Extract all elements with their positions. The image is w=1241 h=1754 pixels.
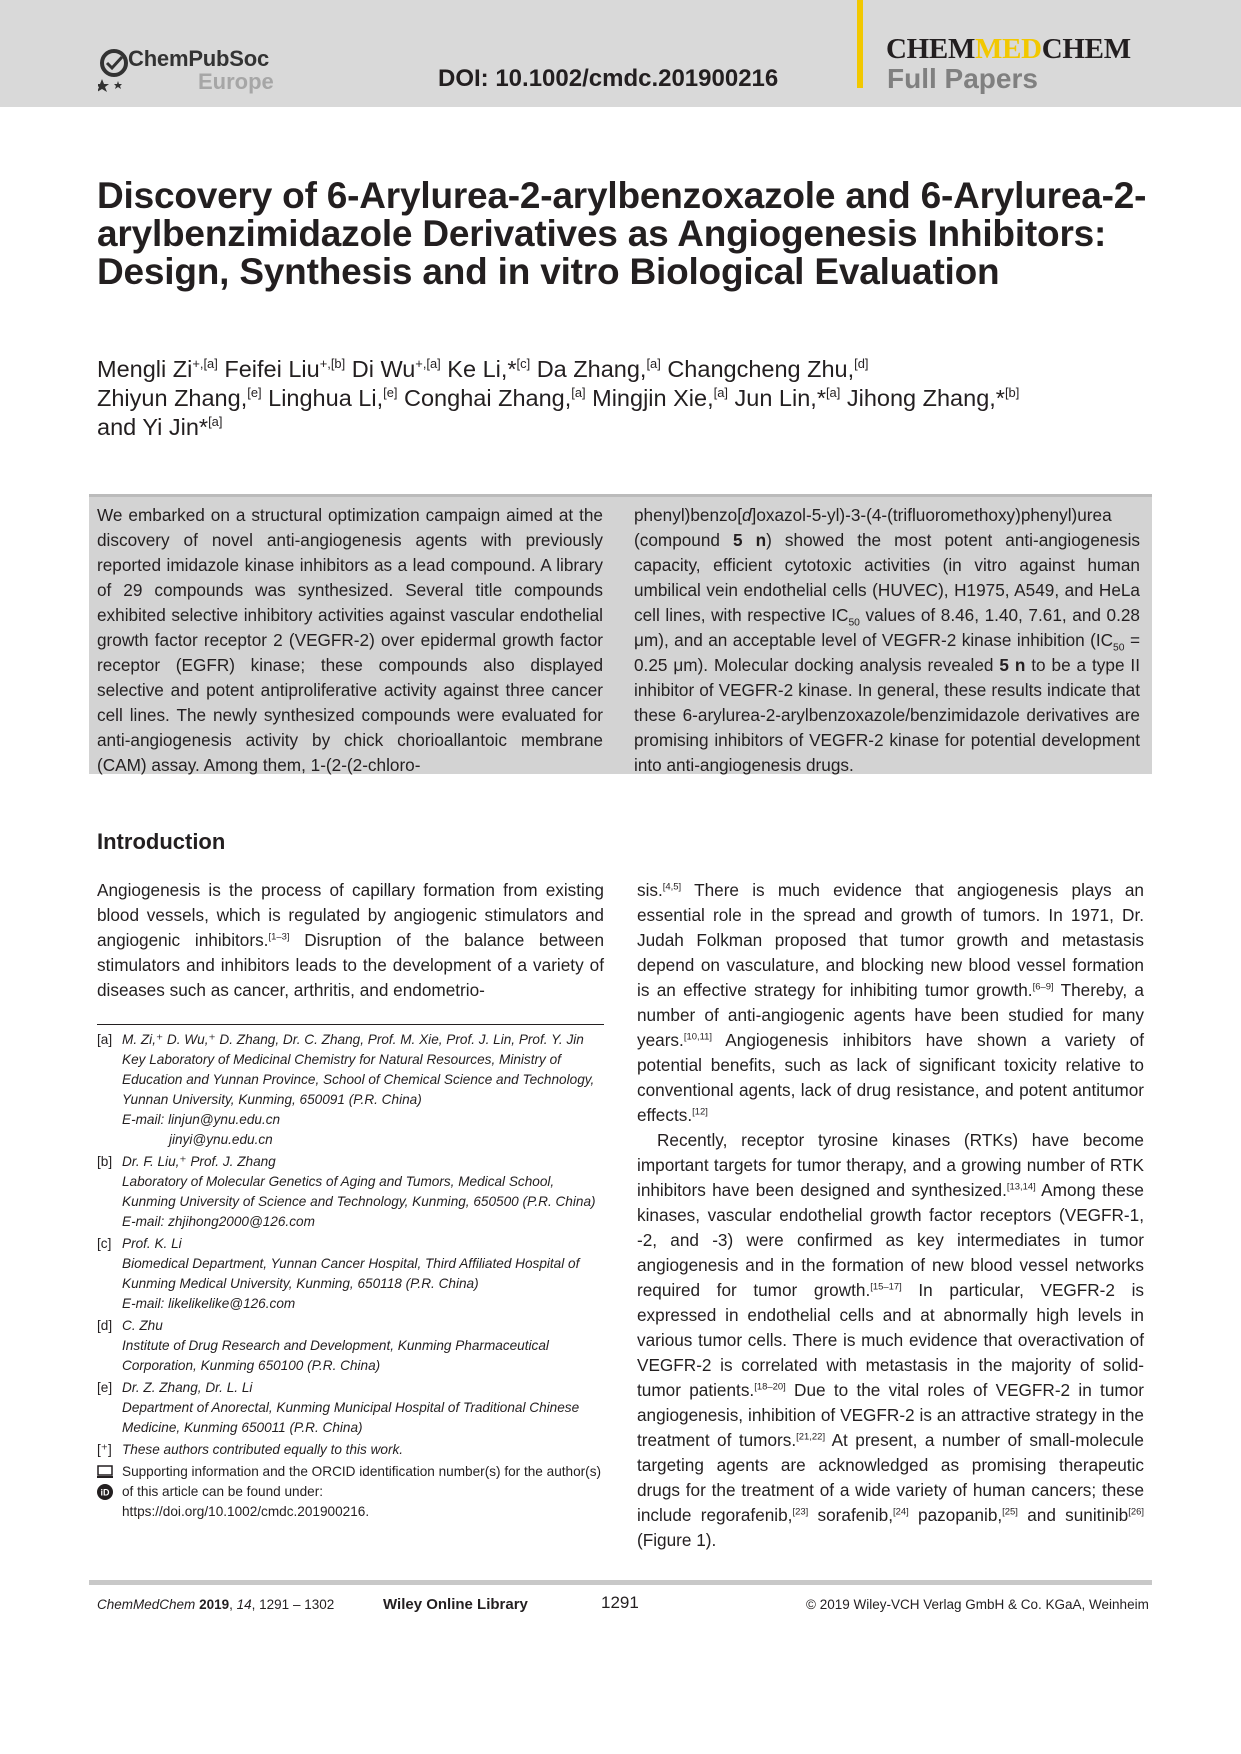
footer-copyright: © 2019 Wiley-VCH Verlag GmbH & Co. KGaA, Weinheim (806, 1597, 1149, 1612)
citation[interactable]: [24] (893, 1506, 909, 1518)
supporting-info-text: Supporting information and the ORCID identification number(s) for the author(s) of this article can be found under: (122, 1464, 602, 1499)
journal-name (886, 33, 1131, 66)
author: Da Zhang,[a] (536, 356, 661, 382)
affiliation-d: [d] C. Zhu Institute of Drug Research and Development, Kunming Pharmaceutical Corporation, Kunming 650100 (P.R. China) (97, 1318, 549, 1373)
author: Feifei Liu$^{+,[b]}$ (224, 356, 346, 382)
intro-paragraph: Recently, receptor tyrosine kinases (RTKs) have become important targets for tumor therapy, and a growing number of RTK inhibitors have been designed and synthesized.[13,14] Among these kinases, vascular endothelial growth factor receptors (VEGFR-1, -2, and -3) were confirmed as key intermediates in tumor angiogenesis and in the formation of new blood vessel networks required for tumor growth.[15–17] In particular, VEGFR-2 is expressed in endothelial cells and at abnormally high levels in various tumor cells. There is much evidence that overactivation of VEGFR-2 is correlated with metastasis in the majority of solid-tumor patients.[18–20] Due to the vital roles of VEGFR-2 in tumor angiogenesis, inhibition of VEGFR-2 is an attractive strategy in the treatment of tumors.[21,22] At present, a number of small-molecule targeting agents are acknowledged as promising therapeutic drugs for the treatment of a wide variety of human cancers; these include regorafenib,[23] sorafenib,[24] pazopanib,[25] and sunitinib[26] (Figure 1). (637, 1130, 1144, 1550)
citation[interactable]: [4,5] (662, 881, 682, 893)
orcid-icon (97, 1484, 113, 1500)
page-header (0, 0, 1241, 107)
author: Ke Li,*[c] (447, 356, 531, 382)
author-list (97, 355, 1157, 442)
citation[interactable]: [12] (692, 1106, 708, 1118)
affiliation-equal-contribution: [⁺] These authors contributed equally to this work. (97, 1442, 404, 1457)
citation[interactable]: [23] (792, 1506, 809, 1518)
author: Jun Lin,*[a] (734, 385, 841, 411)
article-section: Full Papers (887, 63, 1038, 94)
affiliation-c: [c] Prof. K. Li Biomedical Department, Yunnan Cancer Hospital, Third Affiliated Hospital of Kunming Medical University, Kunming, 650118 (P.R. China) E-mail: likelikelike@126.com (97, 1236, 580, 1311)
affiliations (97, 1030, 604, 1522)
logo-line2: Europe (198, 69, 274, 94)
intro-left-column (97, 878, 604, 1003)
citation[interactable]: [13,14] (1006, 1181, 1036, 1193)
citation[interactable]: [18–20] (754, 1381, 786, 1393)
doi: DOI: 10.1002/cmdc.201900216 (438, 65, 779, 92)
abstract-right-column: phenyl)benzo[d]oxazol-5-yl)-3-(4-(trifluoromethoxy)phenyl)urea (compound 5 n) showed the most potent anti-angiogenesis capacity, efficient cytotoxic activities (in vitro against human umbilical vein endothelial cells (HUVEC), H1975, A549, and HeLa cell lines, with respective $IC_{50}$ values of 8.46, 1.40, 7.61, and 0.28 μm), and an acceptable level of VEGFR-2 kinase inhibition ($IC_{50} = 0.25$ μm). Molecular docking analysis revealed 5 n to be a type II inhibitor of VEGFR-2 kinase. In general, these results indicate that these 6-arylurea-2-arylbenzoxazole/benzimidazole derivatives are promising inhibitors of VEGFR-2 kinase for potential development into anti-angiogenesis drugs. (634, 505, 1141, 775)
wiley-online-library-link[interactable]: Wiley Online Library (383, 1596, 528, 1613)
journal-name-part3: CHEM (1041, 33, 1131, 65)
compound-label: 5 n (999, 655, 1026, 675)
footnote-rule (97, 1024, 604, 1025)
journal-name-part2: MED (975, 33, 1042, 65)
section-heading-introduction: Introduction (97, 829, 226, 854)
footer-rule (89, 1580, 1152, 1585)
affiliation-b: [b] Dr. F. Liu,⁺ Prof. J. Zhang Laboratory of Molecular Genetics of Aging and Tumors, Medical School, Kunming University of Science and Technology, Kunming, 650500 (P.R. China) E-mail: zhjihong2000@126.com (97, 1154, 596, 1229)
supporting-info-icon (97, 1465, 113, 1479)
page-number: 1291 (601, 1593, 639, 1612)
supporting-information-note (97, 1462, 604, 1522)
citation[interactable]: [6–9] (1032, 981, 1054, 993)
affiliation-e: [e] Dr. Z. Zhang, Dr. L. Li Department of Anorectal, Kunming Municipal Hospital of Traditional Chinese Medicine, Kunming 650011 (P.R. China) (97, 1380, 580, 1435)
author: Linghua Li,[e] (268, 385, 398, 411)
abstract-left-column: We embarked on a structural optimization campaign aimed at the discovery of novel anti-angiogenesis agents with previously reported imidazole kinase inhibitors as a lead compound. A library of 29 compounds was synthesized. Several title compounds exhibited selective inhibitory activities against vascular endothelial growth factor receptor 2 (VEGFR-2) over epidermal growth factor receptor (EGFR) kinase; these compounds also displayed selective and potent antiproliferative activity against three cancer cell lines. The newly synthesized compounds were evaluated for anti-angiogenesis activity by chick chorioallantoic membrane (CAM) assay. Among them, 1-(2-(2-chloro- (97, 505, 603, 775)
citation[interactable]: [10,11] (683, 1031, 713, 1043)
citation[interactable]: [26] (1128, 1506, 1144, 1518)
intro-paragraph: Angiogenesis is the process of capillary formation from existing blood vessels, which is regulated by angiogenic stimulators and angiogenic inhibitors.[1–3] Disruption of the balance between stimulators and inhibitors leads to the development of a variety of diseases such as cancer, arthritis, and endometrio- (97, 880, 604, 1000)
paper-title: Discovery of 6-Arylurea-2-arylbenzoxazole and 6-Arylurea-2-arylbenzimidazole Derivatives as Angiogenesis Inhibitors: Design, Synthesis and in vitro Biological Evaluation (97, 175, 1147, 292)
logo-line1: ChemPubSoc (128, 46, 270, 71)
journal-name-part1: CHEM (886, 33, 976, 65)
affiliation-a: [a] M. Zi,⁺ D. Wu,⁺ D. Zhang, Dr. C. Zhang, Prof. M. Xie, Prof. J. Lin, Prof. Y. Jin Key Laboratory of Medicinal Chemistry for Natural Resources, Ministry of Education and Yunnan Province, School of Chemical Science and Technology, Yunnan University, Kunming, 650091 (P.R. China) E-mail: linjun@ynu.edu.cn jinyi@ynu.edu.cn (97, 1032, 595, 1147)
author: Zhiyun Zhang,[e] (97, 385, 262, 411)
compound-label: 5 n (733, 530, 767, 550)
author: Di $Wu^{+,[a]}$ (351, 356, 441, 382)
svg-text:iD: iD (100, 1487, 110, 1498)
citation[interactable]: [15–17] (870, 1281, 902, 1293)
author: Changcheng Zhu,[d] (667, 356, 869, 382)
citation[interactable]: [25] (1002, 1506, 1018, 1518)
author: Mengli $Zi^{+,[a]}$ (97, 356, 218, 382)
abstract-box (89, 497, 1152, 774)
citation[interactable]: [1–3] (268, 931, 290, 943)
author: Jihong Zhang,*[b] (846, 385, 1020, 411)
supporting-info-link[interactable]: https://doi.org/10.1002/cmdc.201900216. (122, 1504, 370, 1519)
author: Conghai Zhang,[a] (404, 385, 586, 411)
author: and Yi Jin*[a] (97, 414, 223, 440)
intro-right-column (637, 878, 1144, 1553)
journal-accent-bar (857, 0, 863, 88)
citation[interactable]: [21,22] (796, 1431, 826, 1443)
author: Mingjin Xie,[a] (592, 385, 728, 411)
publisher-logo-text (128, 47, 274, 93)
footer-citation: ChemMedChem 2019, 14, 1291 – 1302 (97, 1597, 335, 1612)
intro-paragraph: sis.[4,5] There is much evidence that angiogenesis plays an essential role in the spread and growth of tumors. In 1971, Dr. Judah Folkman proposed that tumor growth and metastasis depend on vasculature, and blocking new blood vessel formation is an effective strategy for inhibiting tumor growth.[6–9] Thereby, a number of anti-angiogenic agents have been studied for many years.[10,11] Angiogenesis inhibitors have shown a variety of potential benefits, such as lack of significant toxicity relative to conventional agents, lack of drug resistance, and potent antitumor effects.[12] (637, 880, 1144, 1125)
